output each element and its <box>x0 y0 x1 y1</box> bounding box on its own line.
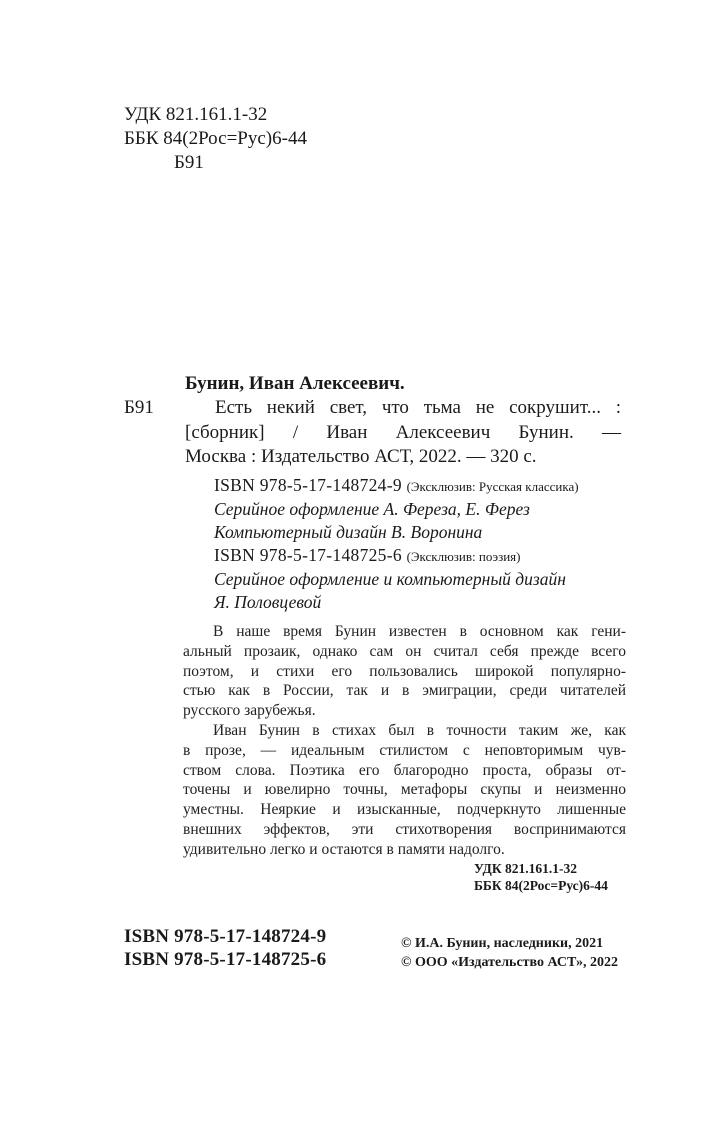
annotation-line: в прозе, — идеальным стилистом с неповторимым чув- <box>183 741 626 759</box>
annotation <box>183 622 626 860</box>
annotation-line: стью как в России, так и в эмиграции, среди читателей <box>183 682 626 700</box>
bibliographic-description <box>185 396 621 470</box>
author-mark: Б91 <box>174 152 204 173</box>
bbk-code: ББК 84(2Рос=Рус)6-44 <box>474 878 608 893</box>
copyright-line: © И.А. Бунин, наследники, 2021 <box>401 936 604 951</box>
author-mark-side: Б91 <box>124 397 154 418</box>
isbn-line <box>214 474 626 498</box>
entry-line: Москва : Издательство АСТ, 2022. — 320 с. <box>185 446 537 467</box>
isbn-number: ISBN 978-5-17-148725-6 <box>124 949 327 970</box>
isbn-number: ISBN 978-5-17-148724-9 <box>214 475 402 495</box>
bbk-code: ББК 84(2Рос=Рус)6-44 <box>124 128 307 149</box>
series-note: (Эксклюзив: поэзия) <box>406 549 521 564</box>
udk-code: УДК 821.161.1-32 <box>474 861 577 876</box>
series-note: (Эксклюзив: Русская классика) <box>406 479 579 494</box>
annotation-line: В наше время Бунин известен в основном как гени- <box>213 623 626 640</box>
isbn-edition-2 <box>214 544 626 614</box>
annotation-line: альный прозаик, однако сам он считал себя прежде всего <box>183 642 626 660</box>
copyright-line: © ООО «Издательство АСТ», 2022 <box>401 955 619 970</box>
annotation-line: Иван Бунин в стихах был в точности таким же, как <box>213 721 626 739</box>
classification-codes-bottom <box>474 860 608 894</box>
isbn-number: ISBN 978-5-17-148725-6 <box>214 545 402 565</box>
annotation-line: уместны. Неяркие и изысканные, подчеркнуто лишенные <box>183 801 626 819</box>
design-credit: Компьютерный дизайн В. Воронина <box>214 522 483 542</box>
classification-codes-top <box>124 103 307 175</box>
annotation-line: удивительно легко и остаются в памяти надолго. <box>183 840 505 858</box>
design-credit: Я. Половцевой <box>214 592 322 612</box>
annotation-line: ством слова. Поэтика его благородно проста, образы от- <box>183 761 626 779</box>
isbn-line <box>214 544 626 568</box>
isbn-number: ISBN 978-5-17-148724-9 <box>124 926 327 947</box>
design-credit: Серийное оформление А. Фереза, Е. Ферез <box>214 499 530 519</box>
annotation-line: русского зарубежья. <box>183 702 316 720</box>
author-heading: Бунин, Иван Алексеевич. <box>185 373 405 394</box>
annotation-line: внешних эффектов, эти стихотворения воспринимаются <box>183 820 626 838</box>
entry-line: [сборник] / Иван Алексеевич Бунин. — <box>185 421 621 443</box>
annotation-line: поэтом, и стихи его пользовались широкой популярно- <box>183 662 626 680</box>
isbn-list <box>124 925 326 971</box>
isbn-edition-1 <box>214 474 626 544</box>
udk-code: УДК 821.161.1-32 <box>124 104 268 125</box>
annotation-line: точены и ювелирно точны, метафоры скупы и неизменно <box>183 781 626 799</box>
design-credit: Серийное оформление и компьютерный дизайн <box>214 569 566 589</box>
copyright-notice <box>401 934 618 972</box>
entry-line: Есть некий свет, что тьма не сокрушит... : <box>215 397 621 418</box>
